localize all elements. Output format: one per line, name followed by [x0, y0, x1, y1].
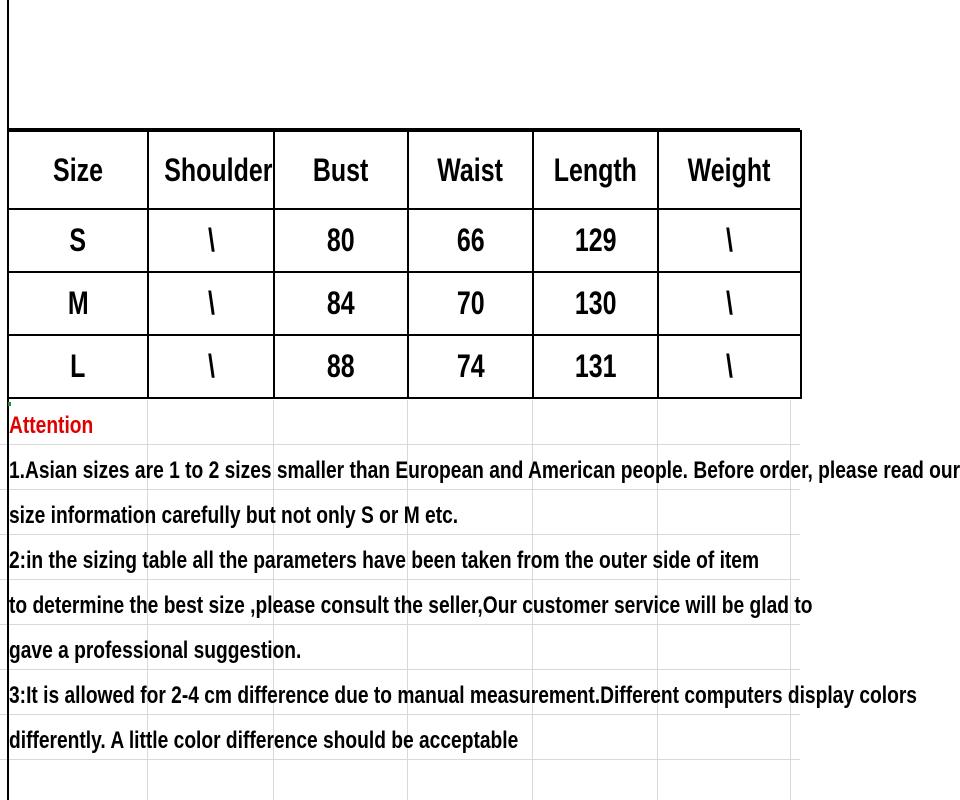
note-line: 3:It is allowed for 2-4 cm difference due to manual measurement.Different computers display colors [9, 682, 917, 709]
header-cell-waist: Waist [408, 131, 533, 209]
table-cell: 84 [274, 272, 408, 335]
table-cell: L [8, 335, 148, 398]
table-cell: \ [148, 335, 274, 398]
note-line: gave a professional suggestion. [9, 637, 302, 664]
note-line: 1.Asian sizes are 1 to 2 sizes smaller than European and American people. Before order, please read our [9, 457, 960, 484]
table-row-m [8, 272, 801, 335]
table-cell: S [8, 209, 148, 272]
table-header-row [8, 131, 801, 209]
table-cell: \ [148, 209, 274, 272]
table-cell: 88 [274, 335, 408, 398]
table-cell: 80 [274, 209, 408, 272]
header-cell-weight: Weight [658, 131, 801, 209]
size-chart-table [7, 130, 802, 399]
header-cell-size: Size [8, 131, 148, 209]
table-row-s [8, 209, 801, 272]
table-cell: M [8, 272, 148, 335]
table-cell: \ [658, 272, 801, 335]
note-line: to determine the best size ,please consult the seller,Our customer service will be glad to [9, 592, 813, 619]
note-line: differently. A little color difference should be acceptable [9, 727, 519, 754]
table-cell: \ [148, 272, 274, 335]
attention-notes [9, 404, 960, 763]
note-line: 2:in the sizing table all the parameters have been taken from the outer side of item [9, 547, 760, 574]
table-cell: 131 [533, 335, 658, 398]
table-cell: \ [658, 335, 801, 398]
header-cell-length: Length [533, 131, 658, 209]
table-cell: 70 [408, 272, 533, 335]
table-cell: 130 [533, 272, 658, 335]
attention-title: Attention [9, 412, 94, 439]
table-cell: \ [658, 209, 801, 272]
table-row-l [8, 335, 801, 398]
note-line: size information carefully but not only S or M etc. [9, 502, 459, 529]
header-cell-bust: Bust [274, 131, 408, 209]
table-cell: 74 [408, 335, 533, 398]
header-cell-shoulder: Shoulder [148, 131, 274, 209]
table-cell: 129 [533, 209, 658, 272]
table-cell: 66 [408, 209, 533, 272]
